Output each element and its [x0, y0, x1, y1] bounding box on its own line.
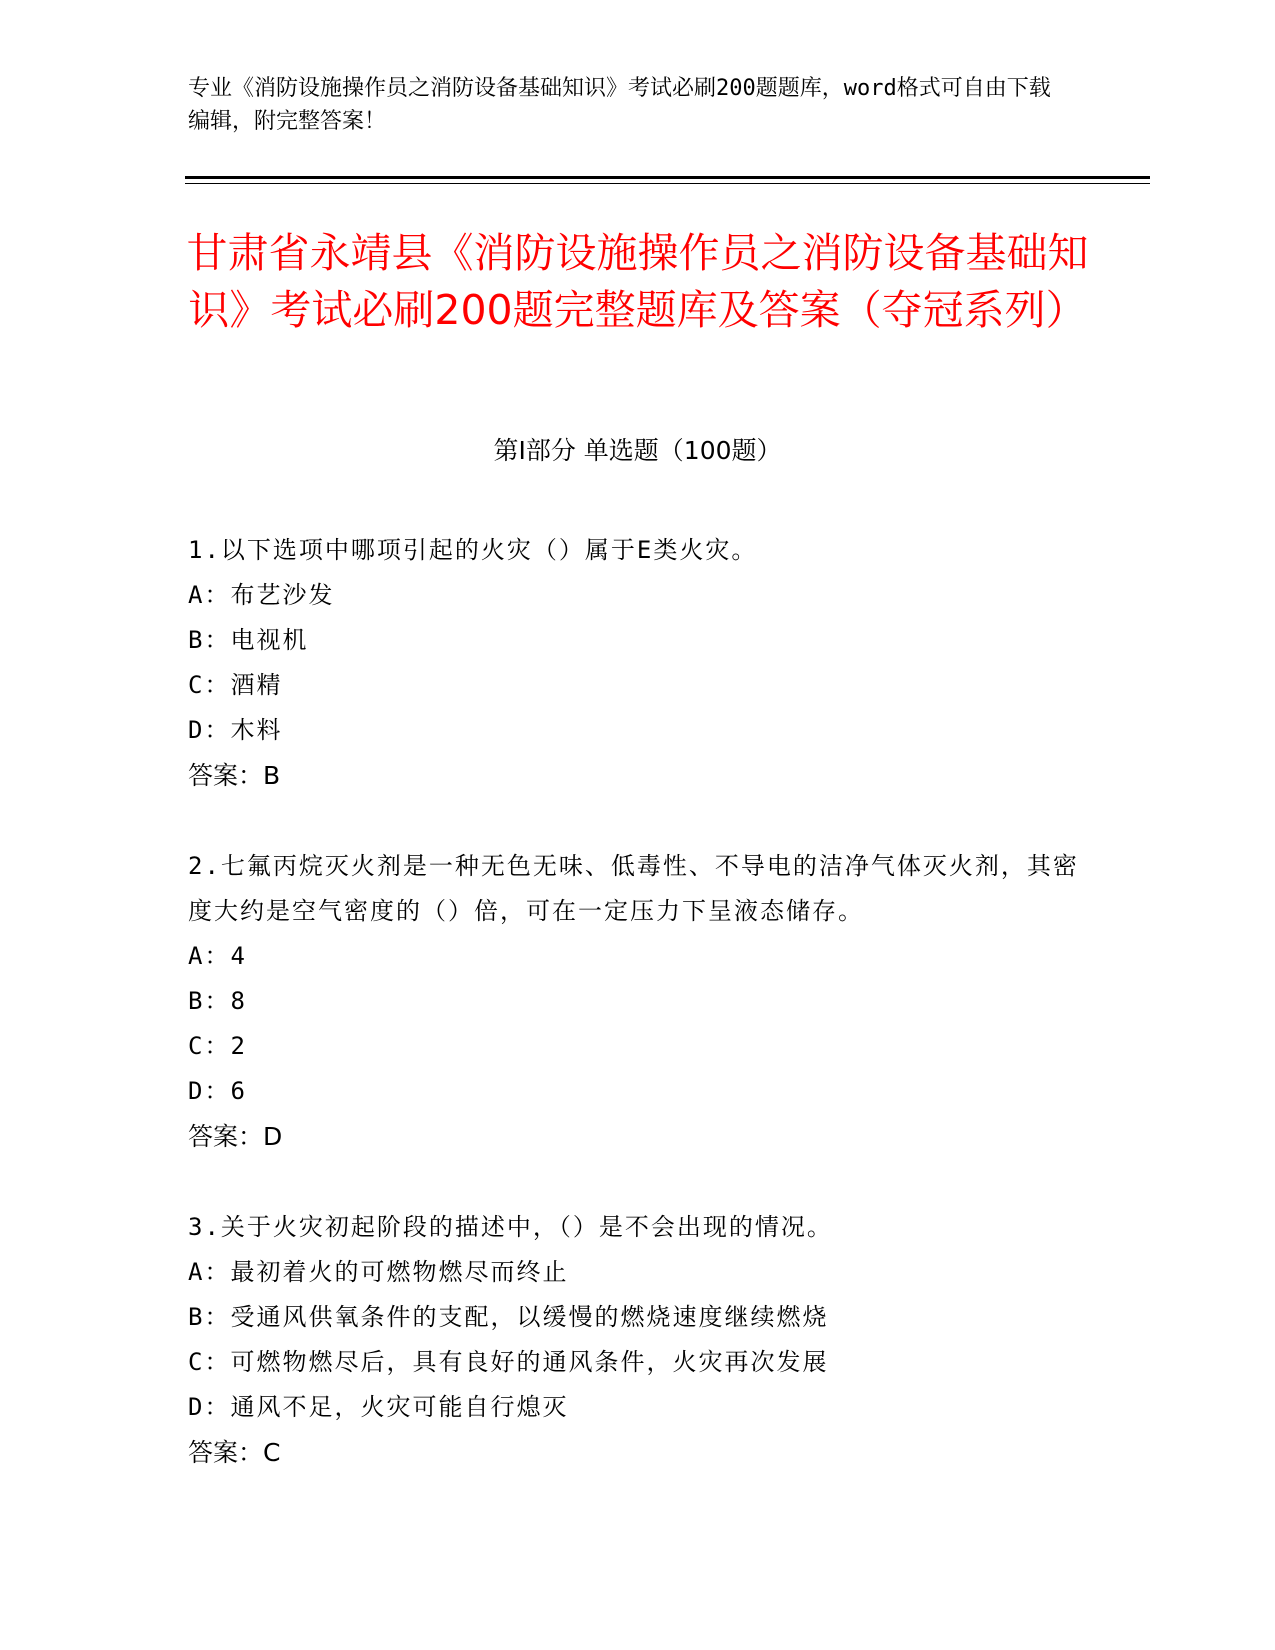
document-title: 甘肃省永靖县《消防设施操作员之消防设备基础知识》考试必刷200题完整题库及答案（夺冠系列） — [186, 229, 1089, 334]
answer-text: 答案：C — [188, 1438, 281, 1467]
option-a: A：4 — [188, 942, 247, 970]
option-a: A：布艺沙发 — [188, 581, 335, 609]
option-d: D：通风不足，火灾可能自行熄灭 — [188, 1393, 569, 1421]
option-b: B：受通风供氧条件的支配，以缓慢的燃烧速度继续燃烧 — [188, 1303, 829, 1331]
option-a: A：最初着火的可燃物燃尽而终止 — [188, 1258, 569, 1286]
header-divider-thick — [185, 176, 1150, 179]
question-1 — [188, 528, 1088, 798]
option-b: B：电视机 — [188, 626, 309, 654]
option-c: C：可燃物燃尽后，具有良好的通风条件，火灾再次发展 — [188, 1348, 829, 1376]
option-d: D：木料 — [188, 716, 283, 744]
header-divider-thin — [185, 183, 1150, 184]
question-text: 1.以下选项中哪项引起的火灾（）属于E类火灾。 — [188, 536, 758, 564]
option-c: C：酒精 — [188, 671, 283, 699]
option-b: B：8 — [188, 987, 247, 1015]
question-3 — [188, 1205, 1088, 1475]
question-list — [188, 528, 1088, 1521]
answer-text: 答案：B — [188, 761, 281, 790]
option-d: D：6 — [188, 1077, 247, 1105]
answer-text: 答案：D — [188, 1122, 283, 1151]
section-title: 第Ⅰ部分 单选题（100题） — [493, 436, 782, 465]
question-2 — [188, 844, 1088, 1159]
question-text: 2.七氟丙烷灭火剂是一种无色无味、低毒性、不导电的洁净气体灭火剂，其密度大约是空气密度的（）倍，可在一定压力下呈液态储存。 — [188, 852, 1079, 925]
question-text: 3.关于火灾初起阶段的描述中，（）是不会出现的情况。 — [188, 1213, 833, 1241]
header-note: 专业《消防设施操作员之消防设备基础知识》考试必刷200题题库，word格式可自由下载编辑，附完整答案！ — [188, 76, 1051, 134]
option-c: C：2 — [188, 1032, 247, 1060]
